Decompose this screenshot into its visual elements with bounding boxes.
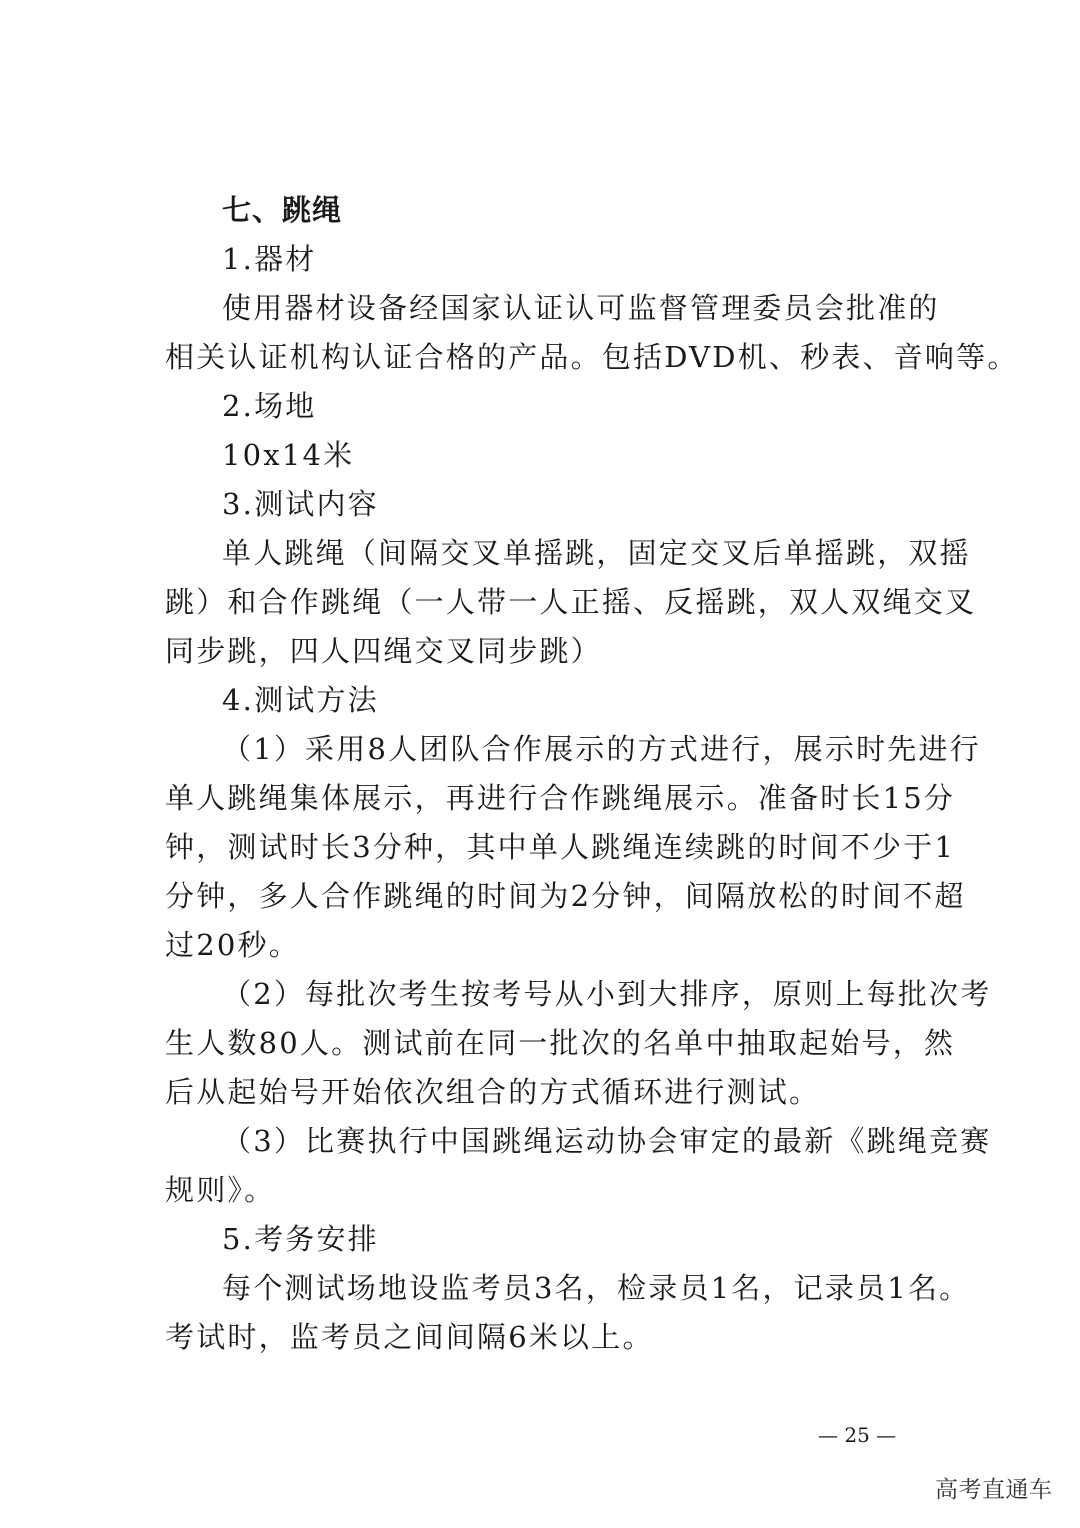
watermark-text: 高考直通车 (935, 1477, 1053, 1503)
method-text-line: 过20秒。 (165, 928, 300, 962)
method-text-line: 钟，测试时长3分种，其中单人跳绳连续跳的时间不少于1 (165, 830, 956, 864)
page-number: — 25 — (818, 1423, 897, 1447)
equipment-text-line: 使用器材设备经国家认证认可监督管理委员会批准的 (222, 291, 940, 325)
method-text-line: 生人数80人。测试前在同一批次的名单中抽取起始号，然 (165, 1026, 956, 1060)
staff-heading: 5.考务安排 (222, 1222, 379, 1256)
equipment-text-line: 相关认证机构认证合格的产品。包括DVD机、秒表、音响等。 (165, 340, 1019, 374)
method-heading: 4.测试方法 (222, 683, 379, 717)
method-text-line: 分钟，多人合作跳绳的时间为2分钟，间隔放松的时间不超 (165, 879, 966, 913)
method-text-line: 单人跳绳集体展示，再进行合作跳绳展示。准备时长15分 (165, 781, 956, 815)
content-heading: 3.测试内容 (222, 487, 379, 521)
content-text-line: 同步跳，四人四绳交叉同步跳） (165, 634, 602, 668)
content-text-line: 跳）和合作跳绳（一人带一人正摇、反摇跳，双人双绳交叉 (165, 585, 977, 619)
venue-heading: 2.场地 (222, 389, 317, 423)
method-text-line: （3）比赛执行中国跳绳运动协会审定的最新《跳绳竞赛 (222, 1124, 992, 1158)
staff-text-line: 考试时，监考员之间间隔6米以上。 (165, 1320, 654, 1354)
method-text-line: （1）采用8人团队合作展示的方式进行，展示时先进行 (222, 732, 981, 766)
method-text-line: 规则》。 (165, 1173, 276, 1207)
venue-value: 10x14米 (222, 438, 355, 472)
content-text-line: 单人跳绳（间隔交叉单摇跳，固定交叉后单摇跳，双摇 (222, 536, 971, 570)
section-title: 七、跳绳 (222, 193, 343, 227)
staff-text-line: 每个测试场地设监考员3名，检录员1名，记录员1名。 (222, 1271, 971, 1305)
method-text-line: （2）每批次考生按考号从小到大排序，原则上每批次考 (222, 977, 992, 1011)
method-text-line: 后从起始号开始依次组合的方式循环进行测试。 (165, 1075, 821, 1109)
equipment-heading: 1.器材 (222, 242, 317, 276)
